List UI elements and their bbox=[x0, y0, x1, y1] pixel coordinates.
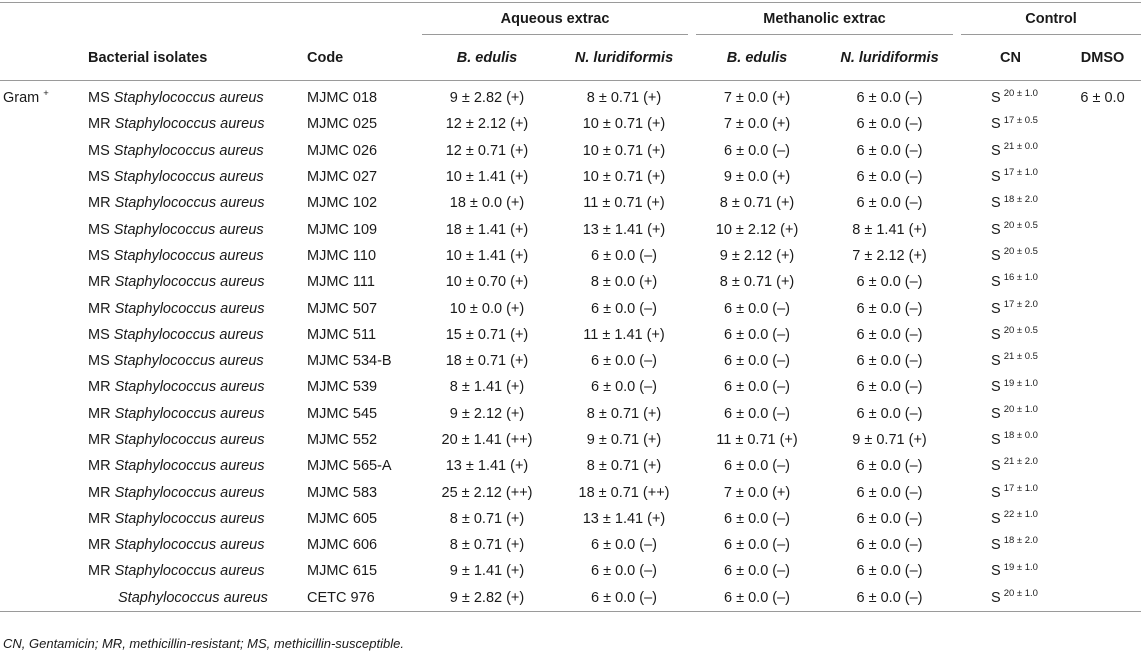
cn-cell bbox=[957, 532, 1064, 558]
column-header-me-nluridiformis: N. luridiformis bbox=[840, 50, 939, 66]
code-cell: MJMC 539 bbox=[307, 379, 378, 396]
cn-value: 22 ± 1.0 bbox=[1003, 509, 1038, 521]
cn-value: 18 ± 0.0 bbox=[1003, 430, 1038, 442]
methanolic-nluridiformis-cell: 6 ± 0.0 (–) bbox=[856, 195, 923, 212]
methanolic-nluridiformis-cell: 6 ± 0.0 (–) bbox=[856, 326, 923, 343]
methanolic-bedulis-cell: 6 ± 0.0 (–) bbox=[724, 326, 791, 343]
code-cell: MJMC 507 bbox=[307, 300, 378, 317]
aqueous-nluridiformis-cell: 6 ± 0.0 (–) bbox=[591, 537, 657, 554]
methanolic-bedulis-cell: 10 ± 2.12 (+) bbox=[715, 221, 799, 238]
cn-value: 17 ± 1.0 bbox=[1003, 167, 1038, 179]
aqueous-nluridiformis-cell: 8 ± 0.71 (+) bbox=[586, 458, 662, 475]
dmso-cell bbox=[1064, 216, 1141, 242]
gram-group-cell bbox=[0, 585, 84, 612]
isolate-species: Staphylococcus aureus bbox=[114, 563, 265, 580]
aqueous-nluridiformis-cell: 9 ± 0.71 (+) bbox=[586, 432, 662, 448]
cn-susceptibility: S bbox=[991, 353, 1001, 370]
isolate-species: Staphylococcus aureus bbox=[113, 247, 264, 264]
cn-value: 21 ± 0.0 bbox=[1003, 140, 1038, 152]
cn-susceptibility: S bbox=[991, 405, 1001, 422]
cn-susceptibility: S bbox=[991, 195, 1001, 212]
cn-cell bbox=[957, 558, 1064, 584]
isolate-species: Staphylococcus aureus bbox=[114, 116, 265, 133]
isolate-cell bbox=[84, 401, 303, 427]
isolate-cell bbox=[84, 295, 303, 321]
methanolic-nluridiformis-cell: 8 ± 1.41 (+) bbox=[852, 221, 927, 238]
isolate-prefix: MS bbox=[88, 353, 110, 370]
aqueous-bedulis-cell: 18 ± 0.0 (+) bbox=[449, 195, 525, 212]
cn-susceptibility: S bbox=[991, 142, 1001, 159]
column-header-code: Code bbox=[307, 50, 344, 66]
table-row bbox=[0, 348, 1141, 374]
cn-susceptibility: S bbox=[991, 458, 1001, 475]
methanolic-bedulis-cell: 7 ± 0.0 (+) bbox=[723, 484, 791, 501]
isolate-species: Staphylococcus aureus bbox=[114, 510, 265, 527]
cn-susceptibility: S bbox=[991, 589, 1001, 606]
isolate-cell bbox=[84, 269, 303, 295]
methanolic-nluridiformis-cell: 9 ± 0.71 (+) bbox=[852, 432, 927, 448]
aqueous-bedulis-cell: 9 ± 2.82 (+) bbox=[418, 81, 556, 112]
cn-susceptibility: S bbox=[991, 116, 1001, 133]
aqueous-bedulis-cell: 25 ± 2.12 (++) bbox=[441, 484, 533, 501]
cn-cell bbox=[957, 348, 1064, 374]
isolate-cell bbox=[84, 111, 303, 137]
isolate-cell bbox=[84, 348, 303, 374]
column-header-isolates: Bacterial isolates bbox=[88, 50, 208, 66]
group-header-aqueous: Aqueous extrac bbox=[422, 5, 688, 35]
aqueous-nluridiformis-cell: 8 ± 0.71 (+) bbox=[556, 81, 692, 112]
gram-group-cell bbox=[0, 243, 84, 269]
dmso-cell bbox=[1064, 111, 1141, 137]
methanolic-nluridiformis-cell: 6 ± 0.0 (–) bbox=[856, 405, 923, 422]
code-cell: CETC 976 bbox=[303, 585, 418, 612]
table-body bbox=[0, 81, 1141, 612]
cn-susceptibility: S bbox=[991, 326, 1001, 343]
cn-susceptibility: S bbox=[991, 537, 1001, 554]
aqueous-bedulis-cell: 8 ± 0.71 (+) bbox=[449, 510, 525, 527]
gram-group-cell bbox=[0, 453, 84, 479]
methanolic-bedulis-cell: 7 ± 0.0 (+) bbox=[692, 81, 822, 112]
isolate-species: Staphylococcus aureus bbox=[113, 169, 264, 186]
aqueous-bedulis-cell: 10 ± 0.0 (+) bbox=[449, 300, 525, 317]
aqueous-nluridiformis-cell: 8 ± 0.0 (+) bbox=[590, 274, 658, 291]
isolate-prefix: MS bbox=[88, 221, 110, 238]
code-cell: MJMC 109 bbox=[307, 221, 378, 238]
methanolic-nluridiformis-cell: 6 ± 0.0 (–) bbox=[856, 510, 923, 527]
aqueous-nluridiformis-cell: 6 ± 0.0 (–) bbox=[556, 585, 692, 612]
header-group-row bbox=[0, 3, 1141, 37]
aqueous-nluridiformis-cell: 6 ± 0.0 (–) bbox=[591, 300, 657, 317]
cn-value: 20 ± 0.5 bbox=[1003, 219, 1038, 231]
cn-cell bbox=[957, 269, 1064, 295]
dmso-cell bbox=[1064, 295, 1141, 321]
cn-susceptibility: S bbox=[991, 432, 1001, 448]
gram-group-cell bbox=[0, 81, 84, 112]
cn-susceptibility: S bbox=[991, 510, 1001, 527]
isolate-cell bbox=[84, 479, 303, 505]
isolate-cell bbox=[84, 138, 303, 164]
methanolic-nluridiformis-cell: 6 ± 0.0 (–) bbox=[856, 537, 923, 554]
isolate-prefix: MR bbox=[88, 379, 111, 396]
table-row bbox=[0, 111, 1141, 137]
isolate-cell bbox=[84, 164, 303, 190]
cn-susceptibility: S bbox=[991, 169, 1001, 186]
cn-cell bbox=[957, 453, 1064, 479]
cn-cell bbox=[957, 111, 1064, 137]
methanolic-bedulis-cell: 9 ± 2.12 (+) bbox=[719, 247, 795, 264]
gram-label-sup: + bbox=[43, 88, 49, 100]
dmso-cell bbox=[1064, 427, 1141, 453]
isolate-cell bbox=[84, 81, 303, 112]
dmso-cell: 6 ± 0.0 bbox=[1064, 81, 1141, 112]
cn-cell bbox=[957, 295, 1064, 321]
table-row bbox=[0, 190, 1141, 216]
methanolic-nluridiformis-cell: 7 ± 2.12 (+) bbox=[852, 247, 927, 264]
dmso-cell bbox=[1064, 453, 1141, 479]
methanolic-nluridiformis-cell: 6 ± 0.0 (–) bbox=[856, 169, 923, 186]
table-row bbox=[0, 532, 1141, 558]
cn-susceptibility: S bbox=[991, 379, 1001, 396]
aqueous-bedulis-cell: 9 ± 2.82 (+) bbox=[418, 585, 556, 612]
dmso-cell bbox=[1064, 374, 1141, 400]
aqueous-bedulis-cell: 10 ± 1.41 (+) bbox=[445, 247, 529, 264]
aqueous-bedulis-cell: 18 ± 0.71 (+) bbox=[445, 353, 529, 370]
table-row bbox=[0, 453, 1141, 479]
cn-cell bbox=[957, 190, 1064, 216]
cn-susceptibility: S bbox=[991, 300, 1001, 317]
gram-group-cell bbox=[0, 427, 84, 453]
cn-cell bbox=[957, 322, 1064, 348]
isolate-species: Staphylococcus aureus bbox=[113, 142, 264, 159]
table-row bbox=[0, 216, 1141, 242]
cn-cell bbox=[957, 216, 1064, 242]
isolate-prefix: MS bbox=[88, 326, 110, 343]
gram-group-cell bbox=[0, 322, 84, 348]
cn-value: 20 ± 0.5 bbox=[1003, 324, 1038, 336]
cn-value: 17 ± 0.5 bbox=[1003, 114, 1038, 126]
isolate-species: Staphylococcus aureus bbox=[114, 458, 265, 475]
gram-group-cell bbox=[0, 348, 84, 374]
cn-susceptibility: S bbox=[991, 221, 1001, 238]
aqueous-nluridiformis-cell: 6 ± 0.0 (–) bbox=[591, 353, 657, 370]
isolate-prefix: MS bbox=[88, 169, 110, 186]
isolate-species: Staphylococcus aureus bbox=[114, 405, 265, 422]
table-row bbox=[0, 138, 1141, 164]
isolate-prefix: MR bbox=[88, 484, 111, 501]
gram-group-cell bbox=[0, 506, 84, 532]
cn-value: 17 ± 1.0 bbox=[1003, 482, 1038, 494]
cn-value: 18 ± 2.0 bbox=[1003, 193, 1038, 205]
cn-value: 17 ± 2.0 bbox=[1003, 298, 1038, 310]
isolate-prefix: MR bbox=[88, 432, 111, 448]
cn-value: 20 ± 1.0 bbox=[1003, 587, 1038, 599]
cn-value: 20 ± 1.0 bbox=[1003, 403, 1038, 415]
code-cell: MJMC 565-A bbox=[307, 458, 392, 475]
gram-group-cell bbox=[0, 190, 84, 216]
cn-cell bbox=[957, 401, 1064, 427]
dmso-cell bbox=[1064, 506, 1141, 532]
isolate-species: Staphylococcus aureus bbox=[114, 537, 265, 554]
column-header-cn: CN bbox=[1000, 50, 1021, 66]
cn-cell bbox=[957, 427, 1064, 453]
methanolic-nluridiformis-cell: 6 ± 0.0 (–) bbox=[856, 563, 923, 580]
gram-group-cell bbox=[0, 111, 84, 137]
isolate-prefix: MR bbox=[88, 195, 111, 212]
code-cell: MJMC 583 bbox=[307, 484, 378, 501]
methanolic-nluridiformis-cell: 6 ± 0.0 (–) bbox=[822, 81, 957, 112]
methanolic-bedulis-cell: 6 ± 0.0 (–) bbox=[724, 379, 791, 396]
aqueous-nluridiformis-cell: 13 ± 1.41 (+) bbox=[582, 221, 666, 238]
isolate-species: Staphylococcus aureus bbox=[114, 432, 265, 448]
aqueous-bedulis-cell: 12 ± 2.12 (+) bbox=[445, 116, 529, 133]
dmso-cell bbox=[1064, 138, 1141, 164]
gram-group-cell bbox=[0, 479, 84, 505]
aqueous-nluridiformis-cell: 8 ± 0.71 (+) bbox=[586, 405, 662, 422]
isolate-species: Staphylococcus aureus bbox=[113, 353, 264, 370]
cn-value: 16 ± 1.0 bbox=[1003, 272, 1038, 284]
isolate-species: Staphylococcus aureus bbox=[118, 589, 268, 606]
aqueous-bedulis-cell: 15 ± 0.71 (+) bbox=[445, 326, 529, 343]
table-footnote: CN, Gentamicin; MR, methicillin-resistant; MS, methicillin-susceptible. bbox=[3, 636, 404, 651]
isolate-cell bbox=[84, 427, 303, 453]
header-column-row bbox=[0, 36, 1141, 81]
dmso-cell bbox=[1064, 585, 1141, 612]
methanolic-bedulis-cell: 6 ± 0.0 (–) bbox=[724, 563, 791, 580]
methanolic-nluridiformis-cell: 6 ± 0.0 (–) bbox=[856, 379, 923, 396]
isolate-prefix: MR bbox=[88, 405, 111, 422]
cn-susceptibility: S bbox=[991, 274, 1001, 291]
isolate-cell bbox=[84, 506, 303, 532]
methanolic-nluridiformis-cell: 6 ± 0.0 (–) bbox=[856, 458, 923, 475]
table-row bbox=[0, 295, 1141, 321]
table-row bbox=[0, 401, 1141, 427]
methanolic-nluridiformis-cell: 6 ± 0.0 (–) bbox=[856, 300, 923, 317]
methanolic-bedulis-cell: 11 ± 0.71 (+) bbox=[716, 432, 798, 448]
cn-cell bbox=[957, 374, 1064, 400]
isolate-cell bbox=[84, 374, 303, 400]
gram-group-cell bbox=[0, 374, 84, 400]
isolate-prefix: MS bbox=[88, 142, 110, 159]
isolate-cell bbox=[84, 532, 303, 558]
aqueous-bedulis-cell: 8 ± 1.41 (+) bbox=[449, 379, 525, 396]
code-cell: MJMC 545 bbox=[307, 405, 378, 422]
aqueous-nluridiformis-cell: 11 ± 0.71 (+) bbox=[583, 195, 665, 212]
isolate-cell bbox=[84, 190, 303, 216]
isolate-species: Staphylococcus aureus bbox=[113, 90, 264, 107]
gram-group-cell bbox=[0, 138, 84, 164]
table-row bbox=[0, 427, 1141, 453]
cn-cell bbox=[957, 479, 1064, 505]
methanolic-nluridiformis-cell: 6 ± 0.0 (–) bbox=[856, 353, 923, 370]
methanolic-nluridiformis-cell: 6 ± 0.0 (–) bbox=[822, 585, 957, 612]
gram-group-cell bbox=[0, 269, 84, 295]
isolate-species: Staphylococcus aureus bbox=[114, 195, 265, 212]
dmso-cell bbox=[1064, 164, 1141, 190]
code-cell: MJMC 605 bbox=[307, 510, 378, 527]
cn-value: 19 ± 1.0 bbox=[1003, 561, 1038, 573]
aqueous-bedulis-cell: 12 ± 0.71 (+) bbox=[445, 142, 529, 159]
dmso-cell bbox=[1064, 532, 1141, 558]
gram-group-cell bbox=[0, 558, 84, 584]
methanolic-bedulis-cell: 6 ± 0.0 (–) bbox=[724, 537, 791, 554]
isolate-species: Staphylococcus aureus bbox=[114, 484, 265, 501]
methanolic-bedulis-cell: 6 ± 0.0 (–) bbox=[724, 458, 791, 475]
aqueous-bedulis-cell: 8 ± 0.71 (+) bbox=[449, 537, 525, 554]
isolate-prefix: MR bbox=[88, 116, 111, 133]
isolate-species: Staphylococcus aureus bbox=[114, 379, 265, 396]
aqueous-nluridiformis-cell: 6 ± 0.0 (–) bbox=[591, 379, 657, 396]
methanolic-nluridiformis-cell: 6 ± 0.0 (–) bbox=[856, 116, 923, 133]
column-header-dmso: DMSO bbox=[1080, 50, 1125, 66]
methanolic-nluridiformis-cell: 6 ± 0.0 (–) bbox=[856, 142, 923, 159]
aqueous-bedulis-cell: 20 ± 1.41 (++) bbox=[441, 432, 533, 448]
table-row bbox=[0, 374, 1141, 400]
cn-susceptibility: S bbox=[991, 90, 1001, 107]
aqueous-nluridiformis-cell: 6 ± 0.0 (–) bbox=[591, 563, 657, 580]
code-cell: MJMC 552 bbox=[307, 432, 378, 448]
table-row bbox=[0, 479, 1141, 505]
cn-cell bbox=[957, 243, 1064, 269]
aqueous-bedulis-cell: 9 ± 2.12 (+) bbox=[449, 405, 525, 422]
methanolic-bedulis-cell: 8 ± 0.71 (+) bbox=[719, 195, 795, 212]
cn-susceptibility: S bbox=[991, 484, 1001, 501]
column-header-aq-nluridiformis: N. luridiformis bbox=[574, 50, 674, 66]
aqueous-bedulis-cell: 10 ± 0.70 (+) bbox=[445, 274, 529, 291]
aqueous-bedulis-cell: 9 ± 1.41 (+) bbox=[449, 563, 525, 580]
isolate-prefix: MS bbox=[88, 90, 110, 107]
isolate-cell bbox=[84, 585, 303, 612]
methanolic-bedulis-cell: 6 ± 0.0 (–) bbox=[724, 142, 791, 159]
table-row bbox=[0, 164, 1141, 190]
isolate-prefix: MR bbox=[88, 274, 111, 291]
dmso-cell bbox=[1064, 243, 1141, 269]
isolate-cell bbox=[84, 453, 303, 479]
methanolic-bedulis-cell: 6 ± 0.0 (–) bbox=[692, 585, 822, 612]
code-cell: MJMC 615 bbox=[307, 563, 378, 580]
dmso-cell bbox=[1064, 401, 1141, 427]
table-row bbox=[0, 269, 1141, 295]
methanolic-bedulis-cell: 9 ± 0.0 (+) bbox=[723, 169, 791, 186]
aqueous-bedulis-cell: 13 ± 1.41 (+) bbox=[445, 458, 529, 475]
dmso-cell bbox=[1064, 479, 1141, 505]
isolate-cell bbox=[84, 322, 303, 348]
isolate-species: Staphylococcus aureus bbox=[114, 300, 265, 317]
methanolic-bedulis-cell: 6 ± 0.0 (–) bbox=[724, 510, 791, 527]
results-table bbox=[0, 2, 1141, 612]
dmso-cell bbox=[1064, 558, 1141, 584]
code-cell: MJMC 018 bbox=[303, 81, 418, 112]
code-cell: MJMC 110 bbox=[307, 247, 377, 264]
aqueous-nluridiformis-cell: 18 ± 0.71 (++) bbox=[578, 484, 670, 501]
methanolic-bedulis-cell: 6 ± 0.0 (–) bbox=[724, 405, 791, 422]
cn-susceptibility: S bbox=[991, 247, 1001, 264]
isolate-species: Staphylococcus aureus bbox=[113, 221, 264, 238]
column-header-me-bedulis: B. edulis bbox=[726, 50, 788, 66]
code-cell: MJMC 102 bbox=[307, 195, 378, 212]
gram-group-cell bbox=[0, 216, 84, 242]
aqueous-nluridiformis-cell: 13 ± 1.41 (+) bbox=[582, 510, 666, 527]
dmso-cell bbox=[1064, 269, 1141, 295]
methanolic-nluridiformis-cell: 6 ± 0.0 (–) bbox=[856, 484, 923, 501]
isolate-species: Staphylococcus aureus bbox=[114, 274, 265, 291]
code-cell: MJMC 026 bbox=[307, 142, 378, 159]
isolate-prefix: MS bbox=[88, 247, 110, 264]
methanolic-bedulis-cell: 6 ± 0.0 (–) bbox=[724, 353, 791, 370]
cn-cell bbox=[957, 81, 1064, 112]
methanolic-nluridiformis-cell: 6 ± 0.0 (–) bbox=[856, 274, 923, 291]
dmso-cell bbox=[1064, 348, 1141, 374]
table-row bbox=[0, 243, 1141, 269]
aqueous-nluridiformis-cell: 10 ± 0.71 (+) bbox=[582, 142, 666, 159]
aqueous-nluridiformis-cell: 6 ± 0.0 (–) bbox=[591, 247, 657, 264]
cn-value: 19 ± 1.0 bbox=[1003, 377, 1038, 389]
gram-group-cell bbox=[0, 401, 84, 427]
group-header-methanolic: Methanolic extrac bbox=[696, 5, 953, 35]
isolate-cell bbox=[84, 558, 303, 584]
dmso-cell bbox=[1064, 322, 1141, 348]
gram-group-cell bbox=[0, 532, 84, 558]
gram-label: Gram bbox=[3, 90, 40, 107]
table-row bbox=[0, 81, 1141, 112]
column-header-aq-bedulis: B. edulis bbox=[456, 50, 518, 66]
aqueous-nluridiformis-cell: 10 ± 0.71 (+) bbox=[582, 116, 666, 133]
isolate-prefix: MR bbox=[88, 563, 111, 580]
code-cell: MJMC 025 bbox=[307, 116, 378, 133]
isolate-prefix: MR bbox=[88, 510, 111, 527]
code-cell: MJMC 111 bbox=[307, 274, 375, 291]
aqueous-bedulis-cell: 18 ± 1.41 (+) bbox=[445, 221, 529, 238]
code-cell: MJMC 511 bbox=[307, 326, 377, 343]
cn-cell bbox=[957, 506, 1064, 532]
cn-susceptibility: S bbox=[991, 563, 1001, 580]
methanolic-bedulis-cell: 6 ± 0.0 (–) bbox=[724, 300, 791, 317]
group-header-control: Control bbox=[961, 5, 1141, 35]
gram-group-cell bbox=[0, 295, 84, 321]
table-row bbox=[0, 506, 1141, 532]
isolate-cell bbox=[84, 243, 303, 269]
cn-value: 20 ± 0.5 bbox=[1003, 246, 1038, 258]
cn-cell bbox=[957, 164, 1064, 190]
isolate-prefix: MR bbox=[88, 300, 111, 317]
cn-value: 20 ± 1.0 bbox=[1003, 88, 1038, 100]
isolate-species: Staphylococcus aureus bbox=[113, 326, 264, 343]
table-row bbox=[0, 558, 1141, 584]
methanolic-bedulis-cell: 8 ± 0.71 (+) bbox=[719, 274, 795, 291]
isolate-cell bbox=[84, 216, 303, 242]
code-cell: MJMC 606 bbox=[307, 537, 378, 554]
table-row bbox=[0, 585, 1141, 612]
code-cell: MJMC 534-B bbox=[307, 353, 392, 370]
cn-value: 21 ± 2.0 bbox=[1003, 456, 1038, 468]
isolate-prefix: MR bbox=[88, 537, 111, 554]
aqueous-nluridiformis-cell: 10 ± 0.71 (+) bbox=[582, 169, 666, 186]
table-row bbox=[0, 322, 1141, 348]
methanolic-bedulis-cell: 7 ± 0.0 (+) bbox=[723, 116, 791, 133]
cn-value: 21 ± 0.5 bbox=[1003, 351, 1038, 363]
dmso-cell bbox=[1064, 190, 1141, 216]
cn-cell bbox=[957, 138, 1064, 164]
aqueous-bedulis-cell: 10 ± 1.41 (+) bbox=[445, 169, 529, 186]
code-cell: MJMC 027 bbox=[307, 169, 378, 186]
cn-value: 18 ± 2.0 bbox=[1003, 535, 1038, 547]
gram-group-cell bbox=[0, 164, 84, 190]
cn-cell bbox=[957, 585, 1064, 612]
aqueous-nluridiformis-cell: 11 ± 1.41 (+) bbox=[583, 326, 665, 343]
isolate-prefix: MR bbox=[88, 458, 111, 475]
